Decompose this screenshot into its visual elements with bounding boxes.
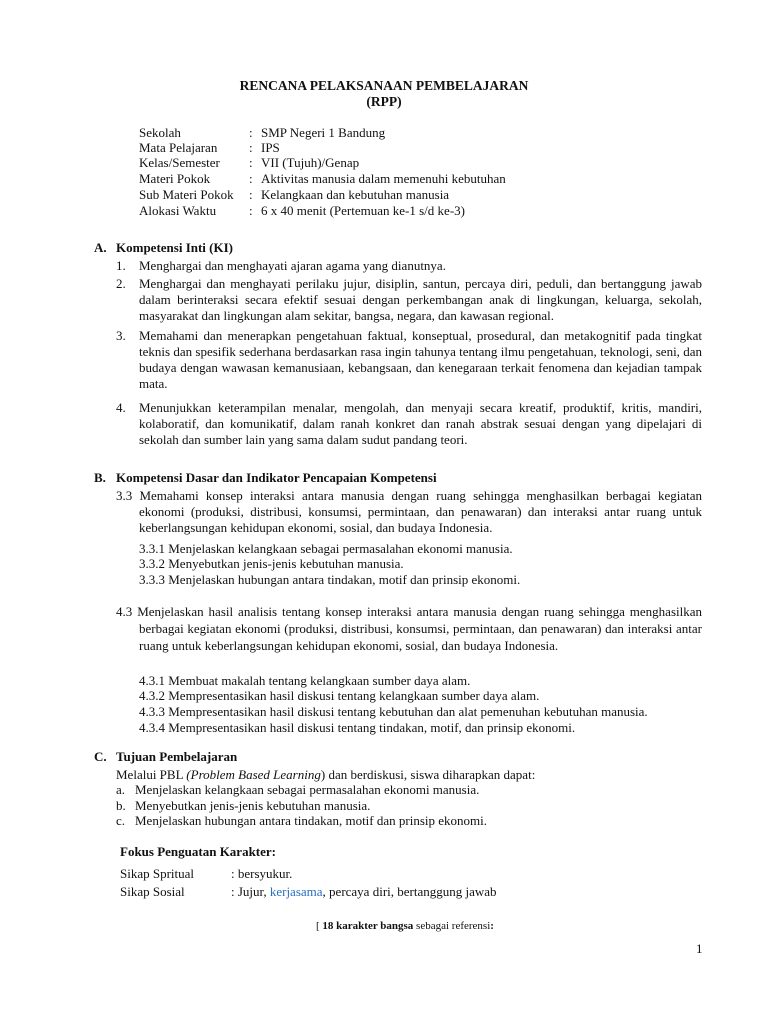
sosial-text: , percaya diri, bertanggung jawab xyxy=(322,884,497,899)
tujuan-text: Menjelaskan kelangkaan sebagai permasalahan ekonomi manusia. xyxy=(135,782,480,797)
ki-item xyxy=(116,276,702,324)
identity-row xyxy=(139,140,639,156)
sikap-spiritual-key: Sikap Spritual xyxy=(120,866,195,881)
section-title: Kompetensi Inti (KI) xyxy=(116,240,233,255)
doc-title: RENCANA PELAKSANAAN PEMBELAJARAN xyxy=(239,78,529,93)
sikap-spiritual-value: : bersyukur. xyxy=(231,866,293,881)
tujuan-item xyxy=(116,813,487,829)
identity-value: 6 x 40 menit (Pertemuan ke-1 s/d ke-3) xyxy=(261,203,465,218)
kd-text: 3.3 Memahami konsep interaksi antara manusia dengan ruang sehingga menghasilkan berbagai kegiatan ekonomi (produksi, distribusi, konsumsi, permintaan, dan penawaran) dan interaksi antar ruang untuk keberlangsungan kehidupan ekonomi, sosial, dan budaya Indonesia. xyxy=(116,488,702,535)
tujuan-item xyxy=(116,782,479,798)
identity-value: Aktivitas manusia dalam memenuhi kebutuhan xyxy=(261,171,506,186)
identity-key: Sekolah xyxy=(139,125,181,140)
sikap-sosial-key: Sikap Sosial xyxy=(120,884,185,899)
ki-text: Menghargai dan menghayati ajaran agama yang dianutnya. xyxy=(139,258,446,273)
section-letter: A. xyxy=(94,240,107,255)
ki-text: Memahami dan menerapkan pengetahuan faktual, konseptual, prosedural, dan metakognitif pada tingkat teknis dan spesifik sederhana berdasarkan rasa ingin tahunya tentang ilmu pengetahuan, teknologi, seni, dan budaya dengan wawasan kemanusiaan, kebangsaan, dan kenegaraan terkait fenomena dan kejadian tampak mata. xyxy=(139,328,702,391)
section-letter: B. xyxy=(94,470,106,485)
reference-colon: : xyxy=(490,920,494,932)
tujuan-text: Menyebutkan jenis-jenis kebutuhan manusia. xyxy=(135,798,371,813)
kd-paragraph xyxy=(116,603,702,654)
sikap-sosial-value xyxy=(231,884,497,900)
ki-text: Menunjukkan keterampilan menalar, mengolah, dan menyaji secara kreatif, produktif, kritis, mandiri, kolaboratif, dan komunikatif, dalam ranah konkret dan ranah abstrak sesuai dengan yang dipelajari di sekolah dan sumber lain yang sama dalam sudut pandang teori. xyxy=(139,400,702,447)
tujuan-item xyxy=(116,798,370,814)
identity-key: Materi Pokok xyxy=(139,171,211,186)
reference-bold: 18 karakter bangsa xyxy=(322,920,414,932)
ki-item xyxy=(116,400,702,448)
tujuan-letter: c. xyxy=(116,813,126,828)
page-number: 1 xyxy=(696,941,703,956)
identity-colon: : xyxy=(249,155,253,170)
reference-bracket: [ xyxy=(316,920,323,932)
tujuan-letter: b. xyxy=(116,798,126,813)
sosial-text: : Jujur, xyxy=(231,884,270,899)
intro-emphasis: (Problem Based Learning xyxy=(186,767,321,782)
identity-value: VII (Tujuh)/Genap xyxy=(261,155,360,170)
kd-text: 4.3 Menjelaskan hasil analisis tentang konsep interaksi antara manusia dengan ruang sehingga menghasilkan berbagai kegiatan ekonomi (produksi, distribusi, konsumsi, permintaan, dan penawaran) dan interaksi antar ruang untuk keberlangsungan kehidupan ekonomi, sosial, dan budaya Indonesia. xyxy=(116,604,702,653)
tujuan-intro xyxy=(116,767,535,783)
tujuan-text: Menjelaskan hubungan antara tindakan, motif dan prinsip ekonomi. xyxy=(135,813,487,828)
indicator-item: 4.3.3 Mempresentasikan hasil diskusi tentang kebutuhan dan alat pemenuhan kebutuhan manusia. xyxy=(139,704,648,719)
identity-row xyxy=(139,187,639,203)
identity-colon: : xyxy=(249,140,253,155)
indicator-item: 3.3.3 Menjelaskan hubungan antara tindakan, motif dan prinsip ekonomi. xyxy=(139,572,521,587)
kd-paragraph xyxy=(116,488,702,536)
identity-row xyxy=(139,203,639,219)
doc-subtitle: (RPP) xyxy=(366,94,402,109)
ki-item xyxy=(116,328,702,392)
intro-text: Melalui PBL xyxy=(116,767,187,782)
identity-colon: : xyxy=(249,187,253,202)
indicator-item: 4.3.2 Mempresentasikan hasil diskusi tentang kelangkaan sumber daya alam. xyxy=(139,688,540,703)
identity-key: Kelas/Semester xyxy=(139,155,220,170)
ki-number: 2. xyxy=(116,276,126,291)
identity-value: SMP Negeri 1 Bandung xyxy=(261,125,386,140)
indicator-item: 3.3.1 Menjelaskan kelangkaan sebagai permasalahan ekonomi manusia. xyxy=(139,541,513,556)
indicator-item: 4.3.1 Membuat makalah tentang kelangkaan sumber daya alam. xyxy=(139,673,471,688)
identity-value: Kelangkaan dan kebutuhan manusia xyxy=(261,187,450,202)
identity-key: Alokasi Waktu xyxy=(139,203,217,218)
ki-number: 1. xyxy=(116,258,126,273)
intro-text: ) dan berdiskusi, siswa diharapkan dapat: xyxy=(320,767,536,782)
sosial-highlight: kerjasama xyxy=(269,884,323,899)
identity-row xyxy=(139,171,639,187)
fokus-heading: Fokus Penguatan Karakter: xyxy=(120,844,276,859)
ki-item xyxy=(116,258,702,274)
section-c-heading xyxy=(94,749,237,765)
section-a-heading xyxy=(94,240,233,256)
identity-key: Mata Pelajaran xyxy=(139,140,218,155)
ki-number: 3. xyxy=(116,328,126,343)
identity-colon: : xyxy=(249,203,253,218)
section-title: Tujuan Pembelajaran xyxy=(116,749,238,764)
indicator-item: 4.3.4 Mempresentasikan hasil diskusi tentang tindakan, motif, dan prinsip ekonomi. xyxy=(139,720,576,735)
section-b-heading xyxy=(94,470,437,486)
identity-row xyxy=(139,125,639,141)
ki-text: Menghargai dan menghayati perilaku jujur, disiplin, santun, percaya diri, peduli, dan bertanggung jawab dalam berinteraksi secara efektif sesuai dengan perkembangan anak di lingkungan, keluarga, sekolah, masyarakat dan lingkungan alam sekitar, bangsa, negara, dan kawasan regional. xyxy=(139,276,702,323)
section-letter: C. xyxy=(94,749,107,764)
identity-key: Sub Materi Pokok xyxy=(139,187,234,202)
tujuan-letter: a. xyxy=(116,782,126,797)
identity-colon: : xyxy=(249,171,253,186)
identity-value: IPS xyxy=(261,140,280,155)
section-title: Kompetensi Dasar dan Indikator Pencapaian Kompetensi xyxy=(116,470,437,485)
identity-colon: : xyxy=(249,125,253,140)
identity-row xyxy=(139,155,639,171)
ki-number: 4. xyxy=(116,400,126,415)
reference-line xyxy=(316,918,494,934)
indicator-item: 3.3.2 Menyebutkan jenis-jenis kebutuhan manusia. xyxy=(139,556,404,571)
reference-text: sebagai referensi xyxy=(413,920,491,932)
